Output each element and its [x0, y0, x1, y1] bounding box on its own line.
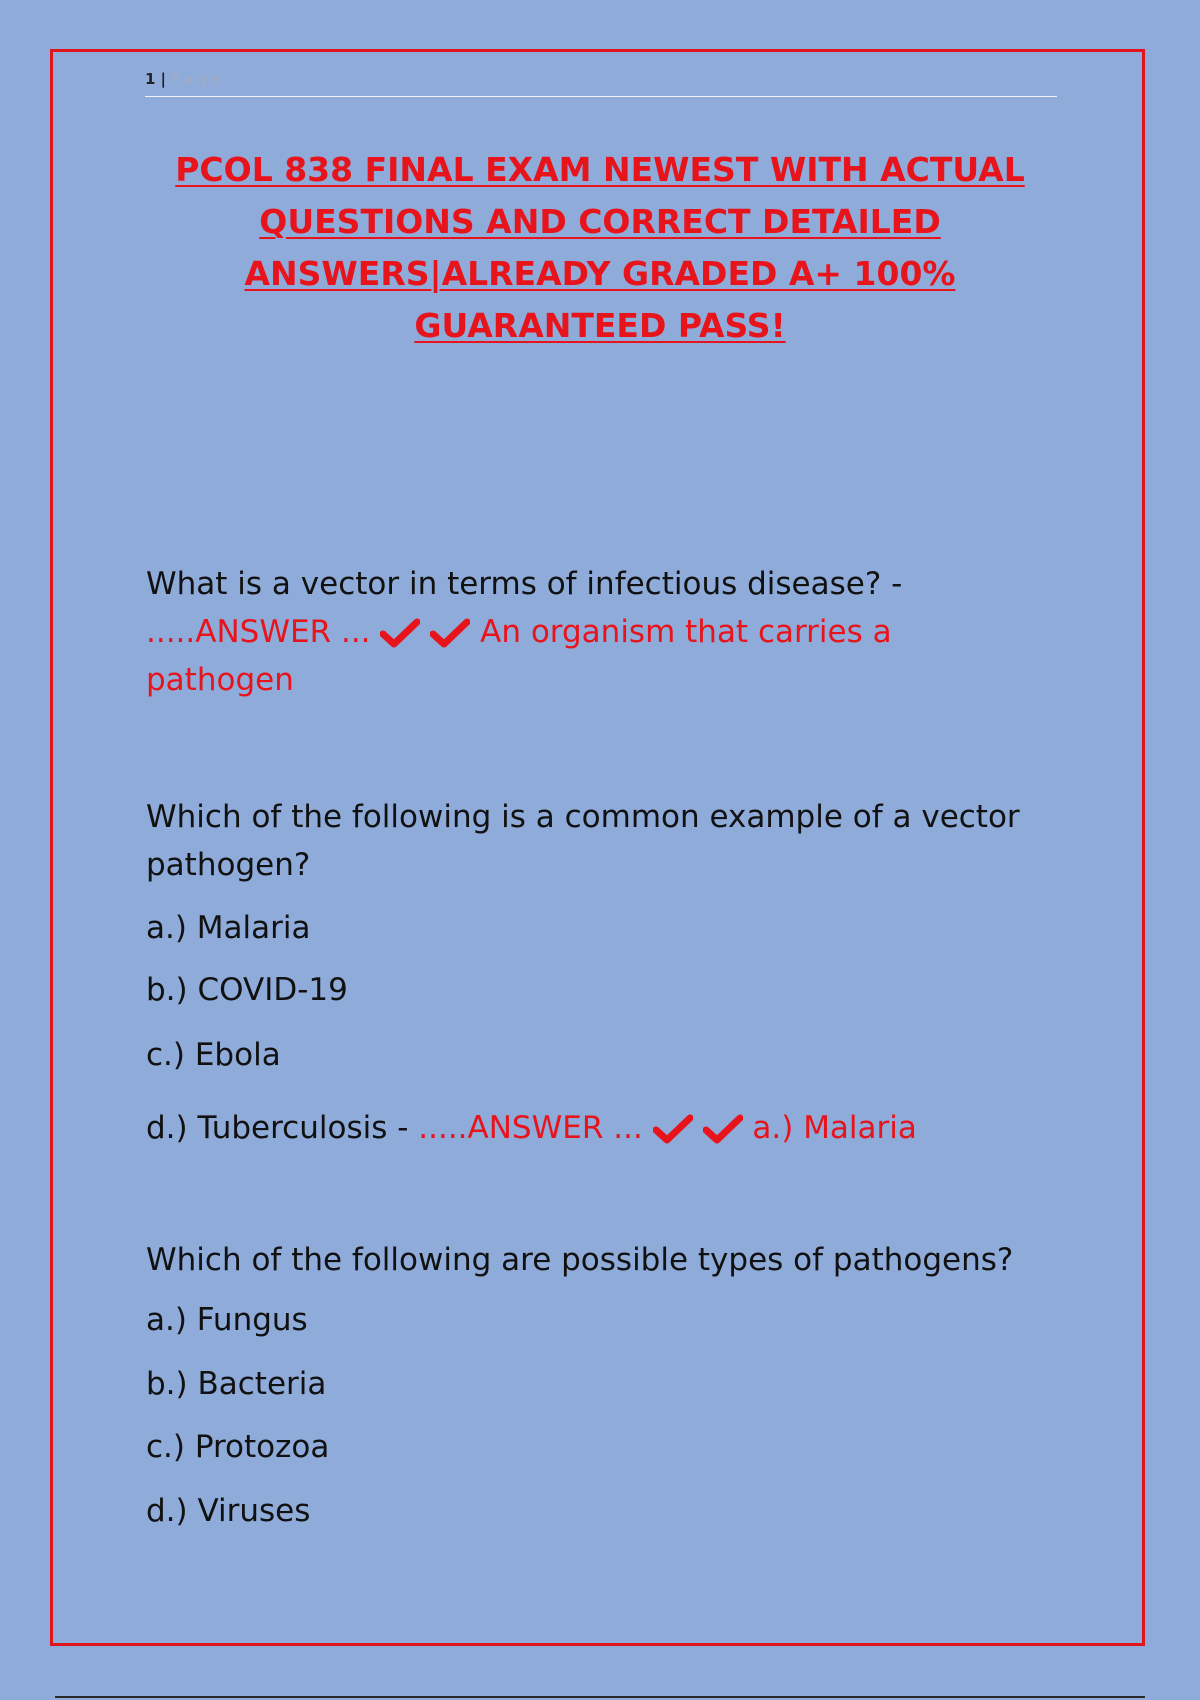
- option-item: d.) Viruses: [146, 1493, 311, 1529]
- answer-prefix: .....ANSWER ...: [146, 614, 371, 650]
- option-item: d.) Tuberculosis -: [146, 1110, 409, 1146]
- option-item: b.) COVID-19: [146, 972, 348, 1008]
- question-1-answer: [146, 608, 1066, 656]
- title-line: GUARANTEED PASS!: [414, 306, 786, 345]
- option-item: a.) Malaria: [146, 910, 311, 946]
- question-3: [146, 1236, 1066, 1284]
- option-answer-row: [146, 1108, 917, 1148]
- question-3-text: Which of the following are possible types of pathogens?: [146, 1242, 1014, 1278]
- bottom-rule: [55, 1696, 1145, 1698]
- question-2-line: Which of the following is a common example of a vector: [146, 799, 1020, 835]
- document-title: [140, 144, 1060, 352]
- question-1-text: What is a vector in terms of infectious disease? -: [146, 566, 903, 602]
- option-item: a.) Fungus: [146, 1302, 308, 1338]
- page-header: [145, 70, 1057, 97]
- title-line: PCOL 838 FINAL EXAM NEWEST WITH ACTUAL: [175, 150, 1025, 189]
- answer-text: a.) Malaria: [752, 1110, 917, 1146]
- check-icon: [380, 618, 420, 648]
- answer-prefix: .....ANSWER ...: [418, 1110, 643, 1146]
- check-icon: [430, 618, 470, 648]
- title-line: QUESTIONS AND CORRECT DETAILED: [259, 202, 941, 241]
- answer-text: An organism that carries a: [480, 614, 892, 650]
- answer-text-continued: pathogen: [146, 662, 294, 698]
- page-word: Page: [170, 72, 225, 88]
- option-item: b.) Bacteria: [146, 1366, 327, 1402]
- title-line: ANSWERS|ALREADY GRADED A+ 100%: [244, 254, 956, 293]
- check-icon: [703, 1114, 743, 1144]
- page-number: 1: [145, 70, 158, 88]
- question-2: [146, 793, 1066, 889]
- option-item: c.) Protozoa: [146, 1429, 330, 1465]
- page-separator: |: [160, 70, 168, 88]
- option-item: c.) Ebola: [146, 1037, 281, 1073]
- question-1: [146, 560, 1066, 704]
- check-icon: [653, 1114, 693, 1144]
- question-2-line: pathogen?: [146, 847, 311, 883]
